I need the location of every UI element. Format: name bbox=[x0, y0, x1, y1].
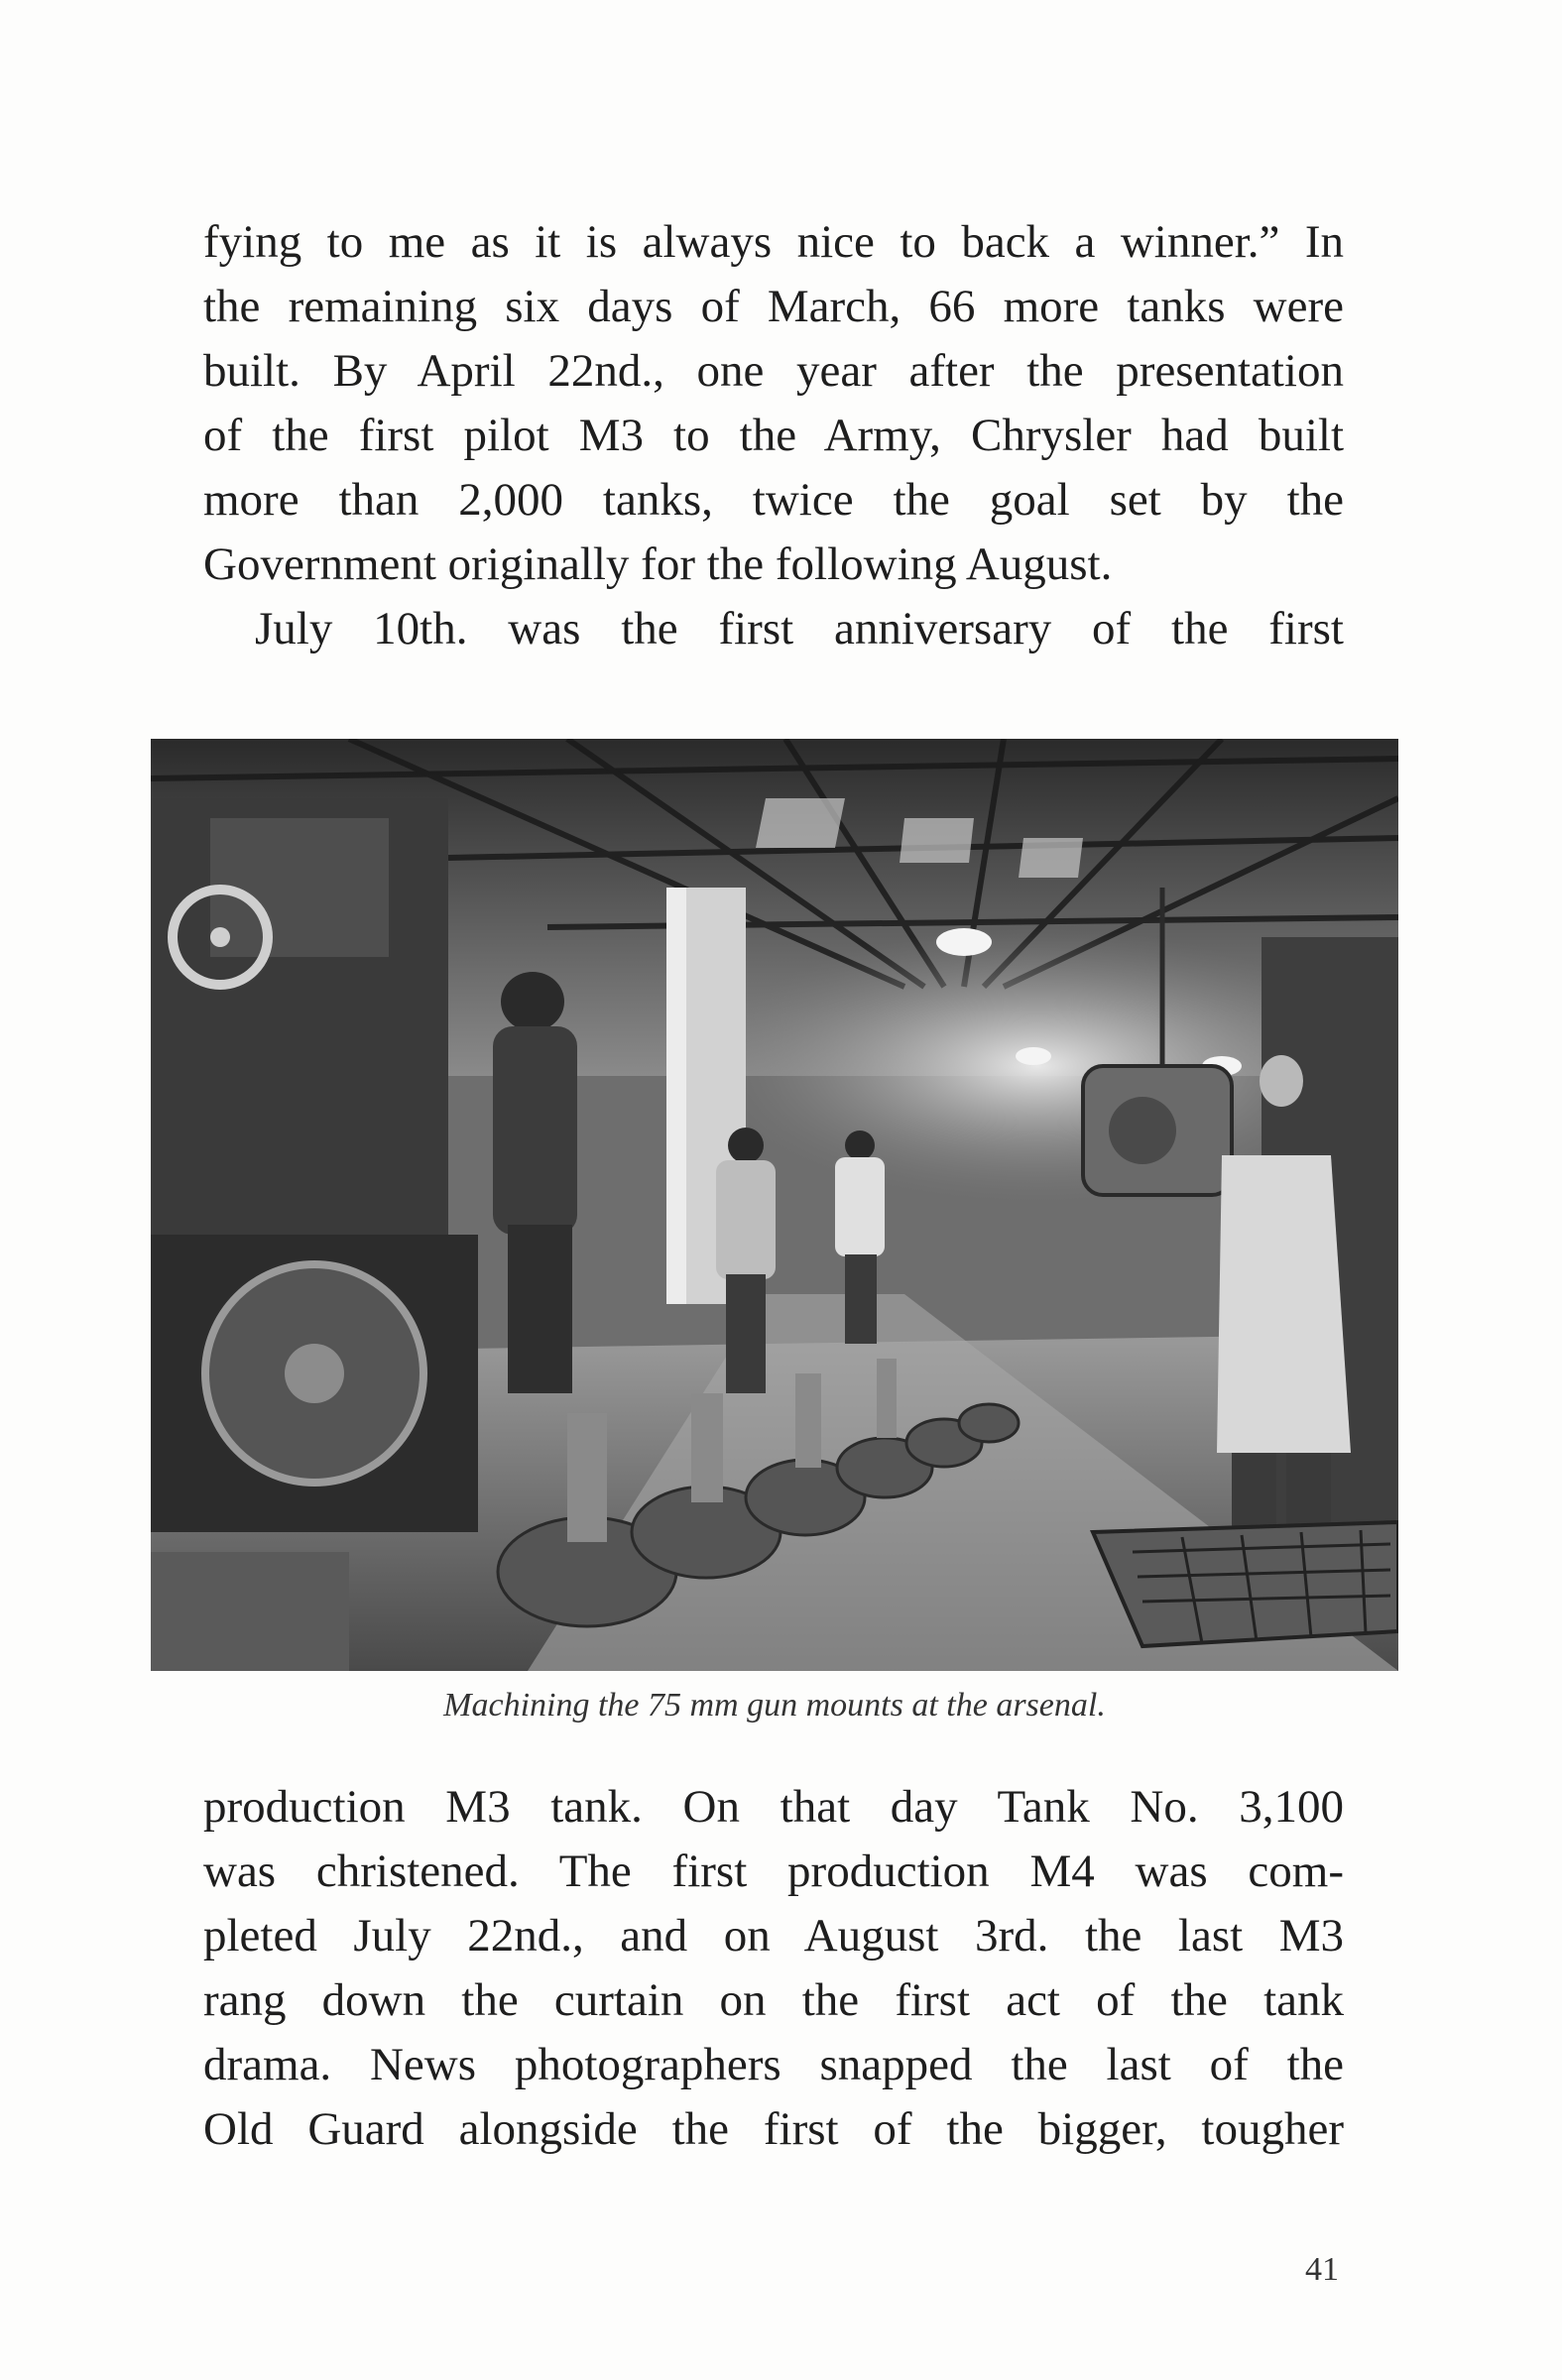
text-line: fying to me as it is always nice to back a winner.” In bbox=[203, 216, 1344, 268]
text-line: drama. News photographers snapped the last of the bbox=[203, 2039, 1344, 2090]
text-line: the remaining six days of March, 66 more tanks were bbox=[203, 281, 1344, 332]
text-line: was christened. The first production M4 was com- bbox=[203, 1845, 1344, 1897]
figure-caption: Machining the 75 mm gun mounts at the arsenal. bbox=[443, 1687, 1106, 1724]
text-line: pleted July 22nd., and on August 3rd. the last M3 bbox=[203, 1910, 1344, 1962]
text-line: production M3 tank. On that day Tank No. 3,100 bbox=[203, 1781, 1344, 1833]
top-paragraph bbox=[203, 210, 1344, 661]
bottom-paragraph bbox=[203, 1775, 1344, 2162]
text-line: Old Guard alongside the first of the bigger, tougher bbox=[203, 2103, 1344, 2155]
text-line: of the first pilot M3 to the Army, Chrysler had built bbox=[203, 410, 1344, 461]
text-line: more than 2,000 tanks, twice the goal set by the bbox=[203, 474, 1344, 526]
factory-photograph bbox=[151, 739, 1398, 1671]
text-line: rang down the curtain on the first act of the tank bbox=[203, 1974, 1344, 2026]
text-line: July 10th. was the first anniversary of the first bbox=[255, 603, 1344, 654]
text-line: Government originally for the following August. bbox=[203, 538, 1113, 590]
page-number: 41 bbox=[1305, 2251, 1339, 2288]
text-line: built. By April 22nd., one year after the presentation bbox=[203, 345, 1344, 397]
